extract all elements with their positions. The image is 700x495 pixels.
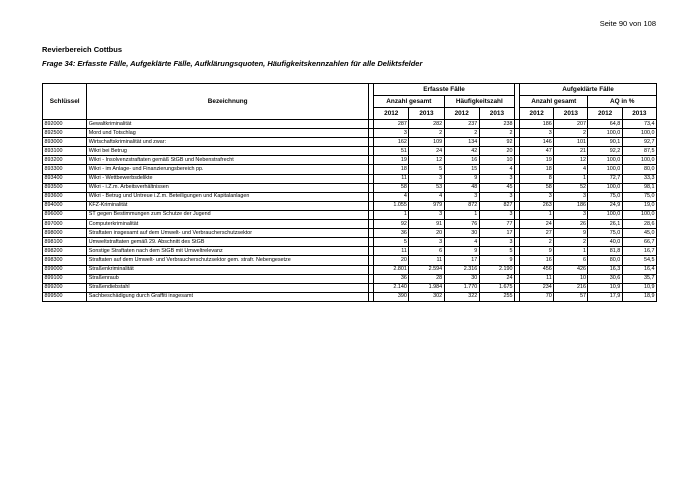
row-value: 1 <box>444 210 479 219</box>
table-row <box>43 147 657 156</box>
table-row <box>43 247 657 256</box>
row-value: 58 <box>520 183 554 192</box>
table-row <box>43 174 657 183</box>
row-value: 57 <box>554 292 588 301</box>
row-value: 16,7 <box>622 247 656 256</box>
row-key: 898300 <box>43 256 87 265</box>
row-value: 47 <box>520 147 554 156</box>
row-value: 19 <box>520 156 554 165</box>
row-value: 4 <box>479 165 514 174</box>
row-value: 1 <box>374 210 409 219</box>
row-value: 3 <box>520 129 554 138</box>
row-value: 20 <box>409 229 444 238</box>
row-value: 287 <box>374 120 409 129</box>
row-value: 75,0 <box>622 192 656 201</box>
row-value: 28 <box>409 274 444 283</box>
row-description: Gewaltkriminalität <box>87 120 369 129</box>
row-key: 892000 <box>43 120 87 129</box>
table-row <box>43 120 657 129</box>
row-description: Straßenkriminalität <box>87 265 369 274</box>
row-value: 3 <box>479 174 514 183</box>
row-value: 33,3 <box>622 174 656 183</box>
row-value: 1.770 <box>444 283 479 292</box>
row-value: 16 <box>520 256 554 265</box>
row-value: 100,0 <box>588 183 622 192</box>
row-value: 100,0 <box>622 210 656 219</box>
row-value: 1.675 <box>479 283 514 292</box>
row-value: 26 <box>554 220 588 229</box>
row-value: 4 <box>409 192 444 201</box>
row-value: 19,0 <box>622 201 656 210</box>
table-row <box>43 283 657 292</box>
row-value: 426 <box>554 265 588 274</box>
sub-quota-header: AQ in % <box>588 96 657 108</box>
row-value: 12 <box>409 156 444 165</box>
row-value: 100,0 <box>622 129 656 138</box>
row-value: 3 <box>374 129 409 138</box>
row-value: 48 <box>444 183 479 192</box>
row-value: 11 <box>374 247 409 256</box>
row-value: 1 <box>554 247 588 256</box>
row-value: 263 <box>520 201 554 210</box>
row-value: 9 <box>479 256 514 265</box>
row-value: 322 <box>444 292 479 301</box>
row-value: 17 <box>444 256 479 265</box>
row-description: Wikri bei Betrug <box>87 147 369 156</box>
row-key: 893100 <box>43 147 87 156</box>
row-value: 19 <box>374 156 409 165</box>
sub-total2-header: Anzahl gesamt <box>520 96 588 108</box>
row-value: 1 <box>554 174 588 183</box>
row-value: 390 <box>374 292 409 301</box>
row-value: 18 <box>520 165 554 174</box>
row-value: 24 <box>520 220 554 229</box>
row-value: 42 <box>444 147 479 156</box>
row-value: 11 <box>520 274 554 283</box>
row-value: 1.984 <box>409 283 444 292</box>
row-value: 3 <box>444 192 479 201</box>
row-key: 893600 <box>43 192 87 201</box>
row-value: 51 <box>374 147 409 156</box>
row-description: Straftaten auf dem Umwelt- und Verbraucherschutzsektor gem. strafr. Nebengesetze <box>87 256 369 265</box>
row-value: 186 <box>554 201 588 210</box>
row-key: 894000 <box>43 201 87 210</box>
row-value: 100,0 <box>588 210 622 219</box>
row-value: 238 <box>479 120 514 129</box>
table-row <box>43 220 657 229</box>
row-value: 8 <box>520 174 554 183</box>
row-key: 898000 <box>43 229 87 238</box>
row-value: 2.316 <box>444 265 479 274</box>
row-description: Sachbeschädigung durch Graffiti insgesamt <box>87 292 369 301</box>
table-row <box>43 256 657 265</box>
row-key: 897000 <box>43 220 87 229</box>
row-value: 17,9 <box>588 292 622 301</box>
row-value: 2.594 <box>409 265 444 274</box>
row-value: 66,7 <box>622 238 656 247</box>
row-value: 16,3 <box>588 265 622 274</box>
row-value: 3 <box>409 174 444 183</box>
table-row <box>43 165 657 174</box>
table-row <box>43 138 657 147</box>
row-value: 4 <box>444 238 479 247</box>
row-value: 827 <box>479 201 514 210</box>
row-value: 91 <box>409 220 444 229</box>
row-value: 5 <box>479 247 514 256</box>
sub-frequency-header: Häufigkeitszahl <box>444 96 514 108</box>
row-key: 899000 <box>43 265 87 274</box>
row-value: 24 <box>479 274 514 283</box>
row-value: 3 <box>554 210 588 219</box>
row-value: 45,0 <box>622 229 656 238</box>
row-key: 899500 <box>43 292 87 301</box>
row-value: 872 <box>444 201 479 210</box>
row-value: 58 <box>374 183 409 192</box>
year-header: 2013 <box>479 108 514 120</box>
row-value: 6 <box>409 247 444 256</box>
row-value: 456 <box>520 265 554 274</box>
table-row <box>43 292 657 301</box>
row-value: 4 <box>374 192 409 201</box>
row-value: 92 <box>479 138 514 147</box>
row-value: 3 <box>479 192 514 201</box>
year-header: 2013 <box>622 108 656 120</box>
table-row <box>43 238 657 247</box>
row-description: Computerkriminalität <box>87 220 369 229</box>
row-value: 9 <box>444 247 479 256</box>
row-value: 40,0 <box>588 238 622 247</box>
page-number: Seite 90 von 108 <box>599 19 656 28</box>
row-description: ST gegen Bestimmungen zum Schutze der Jugend <box>87 210 369 219</box>
row-value: 234 <box>520 283 554 292</box>
row-description: Straßenraub <box>87 274 369 283</box>
row-value: 100,0 <box>588 156 622 165</box>
table-row <box>43 156 657 165</box>
region-title: Revierbereich Cottbus <box>42 45 123 54</box>
row-description: Wikri - Betrug und Untreue i.Z.m. Beteiligungen und Kapitalanlagen <box>87 192 369 201</box>
row-value: 237 <box>444 120 479 129</box>
row-value: 76 <box>444 220 479 229</box>
row-value: 109 <box>409 138 444 147</box>
table-row <box>43 229 657 238</box>
row-value: 11 <box>409 256 444 265</box>
row-value: 5 <box>409 165 444 174</box>
row-value: 30,6 <box>588 274 622 283</box>
row-description: Straßendiebstahl <box>87 283 369 292</box>
row-value: 2 <box>444 129 479 138</box>
row-value: 3 <box>409 238 444 247</box>
row-value: 15 <box>444 165 479 174</box>
row-key: 892500 <box>43 129 87 138</box>
table-row <box>43 265 657 274</box>
row-key: 899200 <box>43 283 87 292</box>
row-value: 1 <box>520 210 554 219</box>
row-value: 24,9 <box>588 201 622 210</box>
row-value: 3 <box>554 192 588 201</box>
row-value: 10,9 <box>622 283 656 292</box>
row-value: 216 <box>554 283 588 292</box>
row-value: 207 <box>554 120 588 129</box>
row-value: 98,1 <box>622 183 656 192</box>
row-key: 893300 <box>43 165 87 174</box>
row-value: 2.140 <box>374 283 409 292</box>
row-value: 146 <box>520 138 554 147</box>
row-value: 73,4 <box>622 120 656 129</box>
row-value: 101 <box>554 138 588 147</box>
row-description: Wikri - Wettbewerbsdelikte <box>87 174 369 183</box>
row-value: 30 <box>444 229 479 238</box>
row-value: 36 <box>374 229 409 238</box>
row-description: Sonstige Straftaten nach dem StGB mit Umweltrelevanz <box>87 247 369 256</box>
year-header: 2013 <box>409 108 444 120</box>
row-description: KFZ-Kriminalität <box>87 201 369 210</box>
row-description: Wikri - im Anlage- und Finanzierungsbereich pp. <box>87 165 369 174</box>
row-key: 893500 <box>43 183 87 192</box>
row-value: 80,0 <box>588 256 622 265</box>
row-value: 21 <box>554 147 588 156</box>
row-value: 92,2 <box>588 147 622 156</box>
row-value: 64,8 <box>588 120 622 129</box>
row-value: 53 <box>409 183 444 192</box>
row-value: 80,0 <box>622 165 656 174</box>
row-value: 2.801 <box>374 265 409 274</box>
row-description: Wirtschaftskriminalität und zwar: <box>87 138 369 147</box>
row-description: Mord und Totschlag <box>87 129 369 138</box>
col-desc-header: Bezeichnung <box>87 84 369 120</box>
row-value: 12 <box>554 156 588 165</box>
row-value: 134 <box>444 138 479 147</box>
year-header: 2013 <box>554 108 588 120</box>
row-value: 75,0 <box>588 192 622 201</box>
row-description: Straftaten insgesamt auf dem Umwelt- und Verbraucherschutzsektor <box>87 229 369 238</box>
row-value: 54,5 <box>622 256 656 265</box>
row-value: 186 <box>520 120 554 129</box>
row-value: 4 <box>554 165 588 174</box>
year-header: 2012 <box>520 108 554 120</box>
row-value: 10 <box>479 156 514 165</box>
row-key: 893000 <box>43 138 87 147</box>
row-value: 36 <box>374 274 409 283</box>
row-value: 92 <box>374 220 409 229</box>
table-body <box>43 120 657 302</box>
row-value: 16 <box>444 156 479 165</box>
row-value: 100,0 <box>622 156 656 165</box>
year-header: 2012 <box>588 108 622 120</box>
row-key: 898100 <box>43 238 87 247</box>
row-value: 979 <box>409 201 444 210</box>
row-value: 75,0 <box>588 229 622 238</box>
row-value: 100,0 <box>588 165 622 174</box>
row-value: 10,9 <box>588 283 622 292</box>
col-key-header: Schlüssel <box>43 84 87 120</box>
row-value: 6 <box>554 256 588 265</box>
row-value: 9 <box>520 247 554 256</box>
row-value: 16,4 <box>622 265 656 274</box>
table-row <box>43 201 657 210</box>
sub-total-header: Anzahl gesamt <box>374 96 444 108</box>
row-description: Umweltstraftaten gemäß 29. Abschnitt des StGB <box>87 238 369 247</box>
row-value: 162 <box>374 138 409 147</box>
row-value: 87,5 <box>622 147 656 156</box>
row-value: 5 <box>374 238 409 247</box>
group-solved-header: Aufgeklärte Fälle <box>520 84 657 96</box>
row-key: 893400 <box>43 174 87 183</box>
row-value: 1.055 <box>374 201 409 210</box>
row-value: 26,1 <box>588 220 622 229</box>
group-recorded-header: Erfasste Fälle <box>374 84 515 96</box>
row-value: 3 <box>479 210 514 219</box>
row-key: 893200 <box>43 156 87 165</box>
statistics-table <box>42 83 657 302</box>
row-value: 27 <box>520 229 554 238</box>
row-value: 52 <box>554 183 588 192</box>
row-value: 3 <box>520 192 554 201</box>
row-value: 100,0 <box>588 129 622 138</box>
row-value: 72,7 <box>588 174 622 183</box>
row-value: 2 <box>554 238 588 247</box>
row-value: 282 <box>409 120 444 129</box>
row-description: Wikri - Insolvenzstraftaten gemäß StGB und Nebenstrafrecht <box>87 156 369 165</box>
row-description: Wikri - i.Z.m. Arbeitsverhältnissen <box>87 183 369 192</box>
row-value: 18,9 <box>622 292 656 301</box>
row-value: 92,7 <box>622 138 656 147</box>
row-key: 898200 <box>43 247 87 256</box>
row-value: 9 <box>444 174 479 183</box>
question-title: Frage 34: Erfasste Fälle, Aufgeklärte Fälle, Aufklärungsquoten, Häufigkeitskennzahlen für alle Deliktsfelder <box>42 59 423 68</box>
year-header: 2012 <box>374 108 409 120</box>
table-row <box>43 274 657 283</box>
row-value: 70 <box>520 292 554 301</box>
row-value: 3 <box>409 210 444 219</box>
row-value: 3 <box>479 238 514 247</box>
row-value: 255 <box>479 292 514 301</box>
row-value: 2 <box>520 238 554 247</box>
row-value: 35,7 <box>622 274 656 283</box>
row-value: 90,1 <box>588 138 622 147</box>
row-value: 11 <box>374 174 409 183</box>
table-row <box>43 210 657 219</box>
row-value: 81,8 <box>588 247 622 256</box>
row-value: 24 <box>409 147 444 156</box>
row-value: 10 <box>554 274 588 283</box>
row-value: 2 <box>409 129 444 138</box>
table-row <box>43 183 657 192</box>
row-key: 899100 <box>43 274 87 283</box>
row-value: 28,6 <box>622 220 656 229</box>
row-value: 2 <box>479 129 514 138</box>
row-value: 45 <box>479 183 514 192</box>
year-header: 2012 <box>444 108 479 120</box>
row-value: 20 <box>374 256 409 265</box>
row-value: 2.190 <box>479 265 514 274</box>
row-value: 9 <box>554 229 588 238</box>
row-value: 77 <box>479 220 514 229</box>
row-value: 18 <box>374 165 409 174</box>
row-value: 20 <box>479 147 514 156</box>
row-value: 302 <box>409 292 444 301</box>
row-value: 2 <box>554 129 588 138</box>
row-value: 17 <box>479 229 514 238</box>
row-key: 896000 <box>43 210 87 219</box>
table-row <box>43 129 657 138</box>
table-row <box>43 192 657 201</box>
row-value: 30 <box>444 274 479 283</box>
